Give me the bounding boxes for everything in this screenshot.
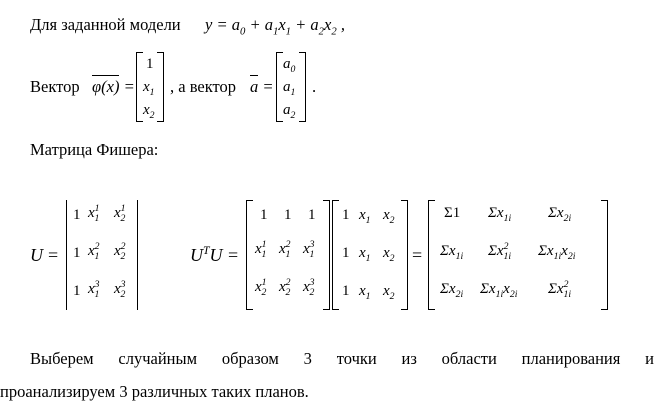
ut-cell: $x^1_2$ [255,277,267,298]
vector-mid-text: , а вектор [170,77,237,96]
ut-cell: $x^2_2$ [279,277,291,298]
u-cell: $x^1_1$ [88,203,100,224]
phi-entry: 1 [146,56,154,72]
ut-cell: 1 [284,207,292,223]
u-cell: $x^2_2$ [114,241,126,262]
paragraph-line-2: проанализируем 3 различных таких планов. [0,382,309,401]
ut-cell: 1 [308,207,316,223]
u2-cell: $x_1$ [359,245,371,264]
fisher-matrix-heading: Матрица Фишера: [30,140,159,159]
model-formula: $y = a_0 + a_1x_1 + a_2x_2$ , [205,15,345,38]
u-matrix-copy [332,200,408,310]
u2-cell: $x_1$ [359,207,371,226]
phi-entry: $x_1$ [143,79,155,98]
result-cell: $\Sigma x^2_{1i}$ [548,279,572,300]
u2-cell: $x_2$ [383,207,395,226]
u-cell: 1 [73,207,81,223]
ut-cell: $x^3_1$ [303,239,315,260]
vector-label: Вектор [30,77,80,96]
equals-sign: = [412,245,423,265]
ut-cell: $x^2_1$ [279,239,291,260]
result-cell: $\Sigma x_{1i}x_{2i}$ [480,281,518,300]
u2-cell: $x_1$ [359,283,371,302]
equals-sign: = [228,245,239,265]
u-cell: $x^1_2$ [114,203,126,224]
u-cell: 1 [73,245,81,261]
end-punct: . [312,77,317,96]
ut-cell: $x^3_2$ [303,277,315,298]
a-entry: $a_1$ [283,79,296,98]
u2-cell: 1 [342,207,350,223]
phi-vector [136,52,164,122]
result-cell: $\Sigma x_{1i}$ [488,205,512,224]
utu-label: $U^TU$ [190,244,223,265]
u-cell: 1 [73,283,81,299]
phi-entry: $x_2$ [143,102,155,121]
result-cell: $\Sigma x_{2i}$ [548,205,572,224]
result-cell: $\Sigma x^2_{1i}$ [488,241,512,262]
paragraph-line-1: Выберем случайным образом 3 точки из области планирования и [30,349,654,368]
phi-vector-symbol: φ(x) = [92,77,135,96]
a-entry: $a_2$ [283,102,296,121]
equals-sign: = [48,245,59,265]
result-matrix [428,200,608,310]
a-vector-symbol: a = [250,77,274,96]
u2-cell: $x_2$ [383,283,395,302]
a-vector [276,52,306,122]
u-label: U [30,245,43,265]
u-cell: $x^3_2$ [114,279,126,300]
result-cell: $\Sigma x_{1i}x_{2i}$ [538,243,576,262]
model-intro-text: Для заданной модели [30,15,181,34]
ut-matrix [246,200,330,310]
u2-cell: $x_2$ [383,245,395,264]
result-cell: Σ1 [444,205,461,221]
result-cell: $\Sigma x_{1i}$ [440,243,464,262]
u-cell: $x^2_1$ [88,241,100,262]
ut-cell: $x^1_1$ [255,239,267,260]
u2-cell: 1 [342,245,350,261]
ut-cell: 1 [260,207,268,223]
a-entry: $a_0$ [283,56,296,75]
u-cell: $x^3_1$ [88,279,100,300]
u2-cell: 1 [342,283,350,299]
u-matrix [66,200,138,310]
result-cell: $\Sigma x_{2i}$ [440,281,464,300]
